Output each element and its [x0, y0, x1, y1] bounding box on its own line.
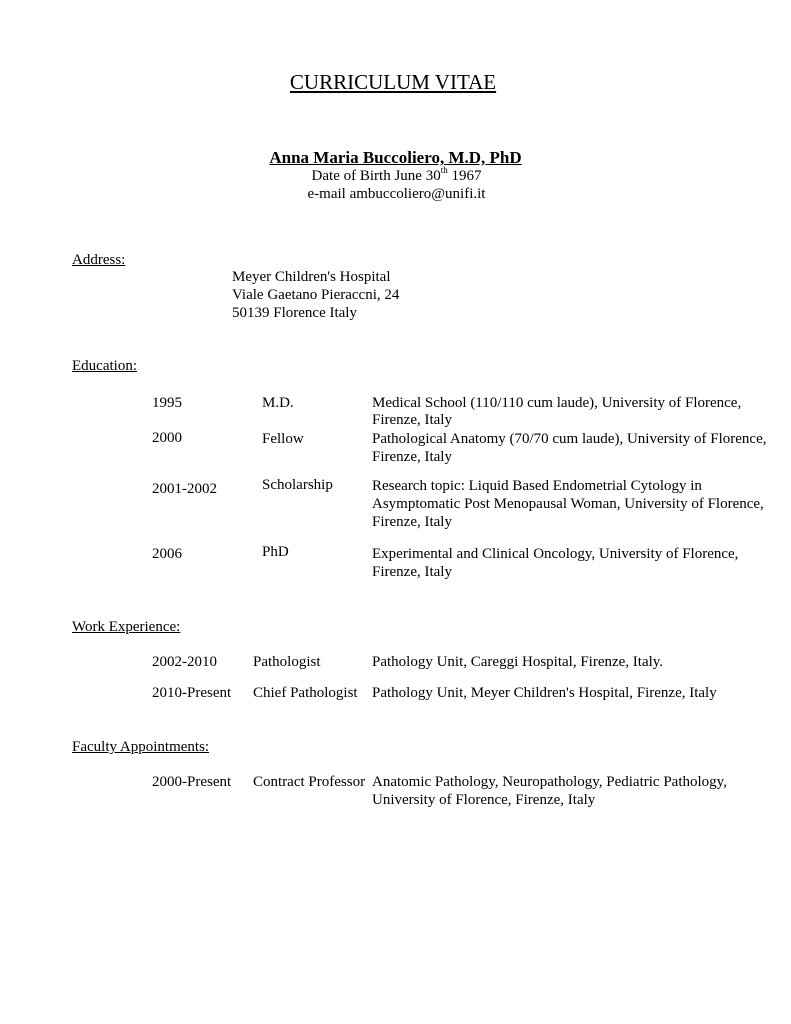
- education-desc-line: Firenze, Italy: [372, 564, 452, 580]
- faculty-desc-line: University of Florence, Firenze, Italy: [372, 792, 596, 808]
- work-year: 2002-2010: [152, 654, 217, 670]
- work-heading: Work Experience:: [72, 619, 181, 635]
- education-year: 2006: [152, 546, 182, 562]
- education-year: 1995: [152, 395, 182, 411]
- education-heading: Education:: [72, 358, 137, 374]
- education-year: 2001-2002: [152, 481, 217, 497]
- education-year: 2000: [152, 430, 182, 446]
- education-desc-line: Research topic: Liquid Based Endometrial Cytology in: [372, 478, 702, 494]
- education-title: Scholarship: [262, 477, 333, 493]
- address-line-3: 50139 Florence Italy: [232, 305, 357, 321]
- faculty-heading: Faculty Appointments:: [72, 739, 210, 755]
- work-title: Pathologist: [253, 654, 321, 670]
- work-desc: Pathology Unit, Meyer Children's Hospital, Firenze, Italy: [372, 685, 717, 701]
- education-title: Fellow: [262, 431, 304, 447]
- address-heading: Address:: [72, 252, 126, 268]
- education-title: PhD: [262, 544, 289, 560]
- work-desc: Pathology Unit, Careggi Hospital, Firenze, Italy.: [372, 654, 664, 670]
- work-title: Chief Pathologist: [253, 685, 358, 701]
- education-desc-line: Firenze, Italy: [372, 412, 452, 428]
- address-line-1: Meyer Children's Hospital: [232, 269, 391, 285]
- education-desc-line: Pathological Anatomy (70/70 cum laude), University of Florence,: [372, 431, 767, 447]
- faculty-title: Contract Professor: [253, 774, 366, 790]
- education-desc-line: Experimental and Clinical Oncology, University of Florence,: [372, 546, 739, 562]
- faculty-desc-line: Anatomic Pathology, Neuropathology, Pediatric Pathology,: [372, 774, 727, 790]
- education-desc-line: Firenze, Italy: [372, 514, 452, 530]
- education-desc-line: Asymptomatic Post Menopausal Woman, University of Florence,: [372, 496, 764, 512]
- education-desc-line: Medical School (110/110 cum laude), University of Florence,: [372, 395, 742, 411]
- education-desc-line: Firenze, Italy: [372, 449, 452, 465]
- document-title: CURRICULUM VITAE: [289, 70, 497, 94]
- faculty-year: 2000-Present: [152, 774, 232, 790]
- address-line-2: Viale Gaetano Pieraccni, 24: [232, 287, 400, 303]
- education-title: M.D.: [262, 395, 294, 411]
- dob-text: Date of Birth June 30: [311, 168, 441, 184]
- date-of-birth: [0, 167, 791, 185]
- email-line: e-mail ambuccoliero@unifi.it: [307, 186, 486, 202]
- dob-year: 1967: [447, 168, 482, 184]
- dob-superscript: th: [440, 165, 448, 175]
- person-name: Anna Maria Buccoliero, M.D, PhD: [269, 148, 522, 167]
- work-year: 2010-Present: [152, 685, 232, 701]
